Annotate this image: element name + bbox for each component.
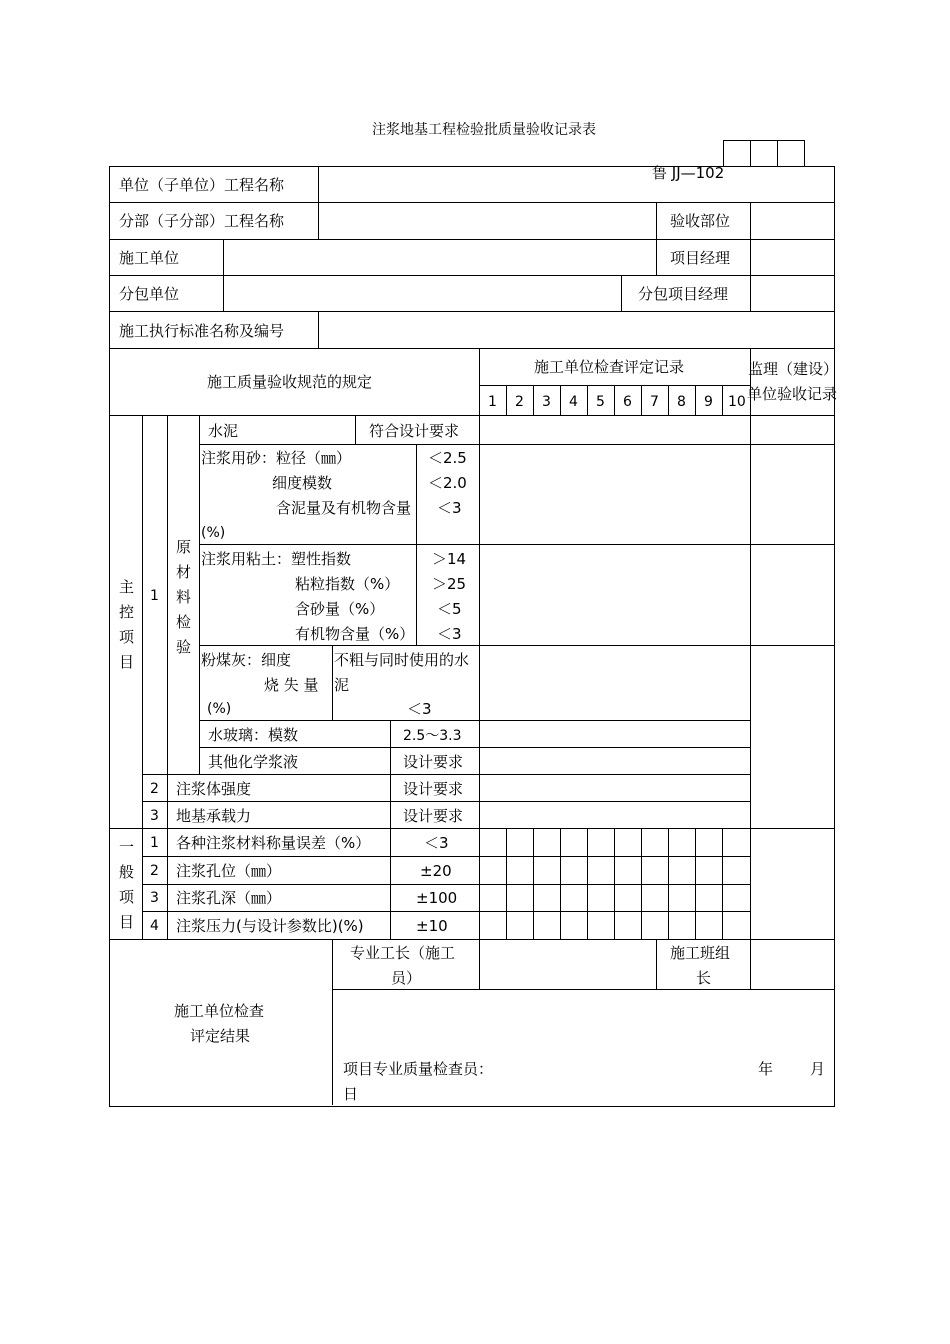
label-contractor: 施工单位	[119, 249, 180, 267]
clay-line-1: 注浆用粘土：塑性指数	[201, 550, 352, 568]
sand-line-2: 细度模数	[272, 474, 333, 492]
main-category-char-4: 目	[119, 653, 135, 671]
month-label: 月	[810, 1060, 826, 1078]
col-7: 7	[650, 394, 659, 410]
spec-header: 施工质量验收规范的规定	[207, 373, 373, 391]
general-category-char-4: 目	[119, 913, 135, 931]
general-category-char-2: 般	[119, 863, 135, 881]
day-label: 日	[343, 1085, 359, 1103]
col-10: 10	[728, 394, 746, 410]
chem-val: 设计要求	[403, 753, 464, 771]
col-6: 6	[623, 394, 632, 410]
sand-val-1: ＜2.5	[428, 449, 467, 467]
col-8: 8	[677, 394, 686, 410]
main-item-no-1: 1	[150, 588, 159, 604]
subcat-char-4: 检	[176, 613, 192, 631]
cement-requirement: 符合设计要求	[369, 422, 460, 440]
sand-line-3: 含泥量及有机物含量	[276, 499, 412, 517]
clay-line-4: 有机物含量（%）	[295, 625, 415, 643]
clay-val-4: ＜3	[437, 625, 462, 643]
flyash-req-line-1: 不粗与同时使用的水	[334, 651, 470, 669]
sand-line-1: 注浆用砂：粒径（㎜）	[201, 449, 352, 467]
foreman-label-line2: 员）	[391, 969, 422, 987]
cement-label: 水泥	[208, 422, 239, 440]
main-item-2: 注浆体强度	[176, 780, 252, 798]
main-category-char-1: 主	[119, 578, 135, 596]
general-item-3-val: ±100	[416, 889, 458, 907]
result-label-line2: 评定结果	[190, 1027, 251, 1045]
clay-val-2: ＞25	[432, 575, 467, 593]
supervisor-record-line2: 单位验收记录	[747, 385, 838, 403]
form-table	[109, 166, 838, 1107]
flyash-line-3: (%)	[207, 701, 232, 717]
col-5: 5	[596, 394, 605, 410]
foreman-label-line1: 专业工长（施工	[350, 944, 456, 962]
general-item-3: 注浆孔深（㎜）	[176, 889, 282, 907]
label-unit-name: 单位（子单位）工程名称	[119, 176, 285, 194]
chem-label: 其他化学浆液	[208, 753, 299, 771]
glass-label: 水玻璃：模数	[208, 726, 299, 744]
general-category-char-3: 项	[119, 888, 135, 906]
clay-val-1: ＞14	[432, 550, 467, 568]
general-item-4-val: ±10	[416, 917, 448, 935]
check-record-header: 施工单位检查评定记录	[534, 358, 685, 376]
form-code: 鲁 JJ—102	[652, 164, 725, 182]
main-item-2-val: 设计要求	[403, 780, 464, 798]
subcat-char-3: 料	[176, 588, 192, 606]
main-item-no-2: 2	[150, 781, 159, 797]
general-category-char-1: 一	[119, 838, 135, 856]
label-project-manager: 项目经理	[670, 249, 731, 267]
label-division-name: 分部（子分部）工程名称	[119, 212, 285, 230]
clay-line-2: 粘粒指数（%）	[295, 575, 400, 593]
result-label-line1: 施工单位检查	[174, 1002, 265, 1020]
label-standard: 施工执行标准名称及编号	[119, 322, 285, 340]
general-item-no-3: 3	[150, 890, 159, 906]
main-category-char-3: 项	[119, 628, 135, 646]
main-item-3: 地基承载力	[176, 807, 252, 825]
subcat-char-2: 材	[176, 563, 192, 581]
subcat-char-1: 原	[176, 538, 192, 556]
team-leader-label-line2: 长	[696, 969, 712, 987]
col-9: 9	[704, 394, 713, 410]
general-item-4: 注浆压力(与设计参数比)(%)	[176, 917, 364, 935]
sand-line-4: (%)	[201, 525, 226, 541]
sand-val-2: ＜2.0	[428, 474, 467, 492]
inspector-label: 项目专业质量检查员：	[343, 1060, 494, 1078]
form-title: 注浆地基工程检验批质量验收记录表	[372, 122, 596, 138]
flyash-line-2: 烧 失 量	[264, 676, 319, 694]
main-category-char-2: 控	[119, 603, 135, 621]
general-item-2: 注浆孔位（㎜）	[176, 862, 282, 880]
subcat-char-5: 验	[176, 638, 192, 656]
general-item-1-val: ＜3	[424, 834, 449, 852]
general-item-no-2: 2	[150, 863, 159, 879]
year-label: 年	[758, 1060, 774, 1078]
flyash-line-1: 粉煤灰：细度	[201, 651, 292, 669]
team-leader-label-line1: 施工班组	[670, 944, 731, 962]
main-item-no-3: 3	[150, 808, 159, 824]
glass-val: 2.5～3.3	[403, 728, 462, 744]
general-item-no-4: 4	[150, 918, 159, 934]
main-item-3-val: 设计要求	[403, 807, 464, 825]
label-subcontractor: 分包单位	[119, 285, 180, 303]
clay-val-3: ＜5	[437, 600, 462, 618]
clay-line-3: 含砂量（%）	[295, 600, 385, 618]
sand-val-3: ＜3	[437, 499, 462, 517]
col-1: 1	[488, 394, 497, 410]
code-boxes	[723, 140, 805, 167]
flyash-req-line-2: 泥	[334, 676, 350, 694]
col-3: 3	[542, 394, 551, 410]
supervisor-record-line1: 监理（建设）	[748, 360, 839, 378]
label-acceptance-part: 验收部位	[670, 212, 731, 230]
general-item-2-val: ±20	[420, 862, 452, 880]
flyash-val: ＜3	[407, 700, 432, 718]
general-item-no-1: 1	[150, 835, 159, 851]
general-item-1: 各种注浆材料称量误差（%）	[176, 834, 371, 852]
label-sub-project-manager: 分包项目经理	[638, 285, 729, 303]
col-4: 4	[569, 394, 578, 410]
col-2: 2	[515, 394, 524, 410]
